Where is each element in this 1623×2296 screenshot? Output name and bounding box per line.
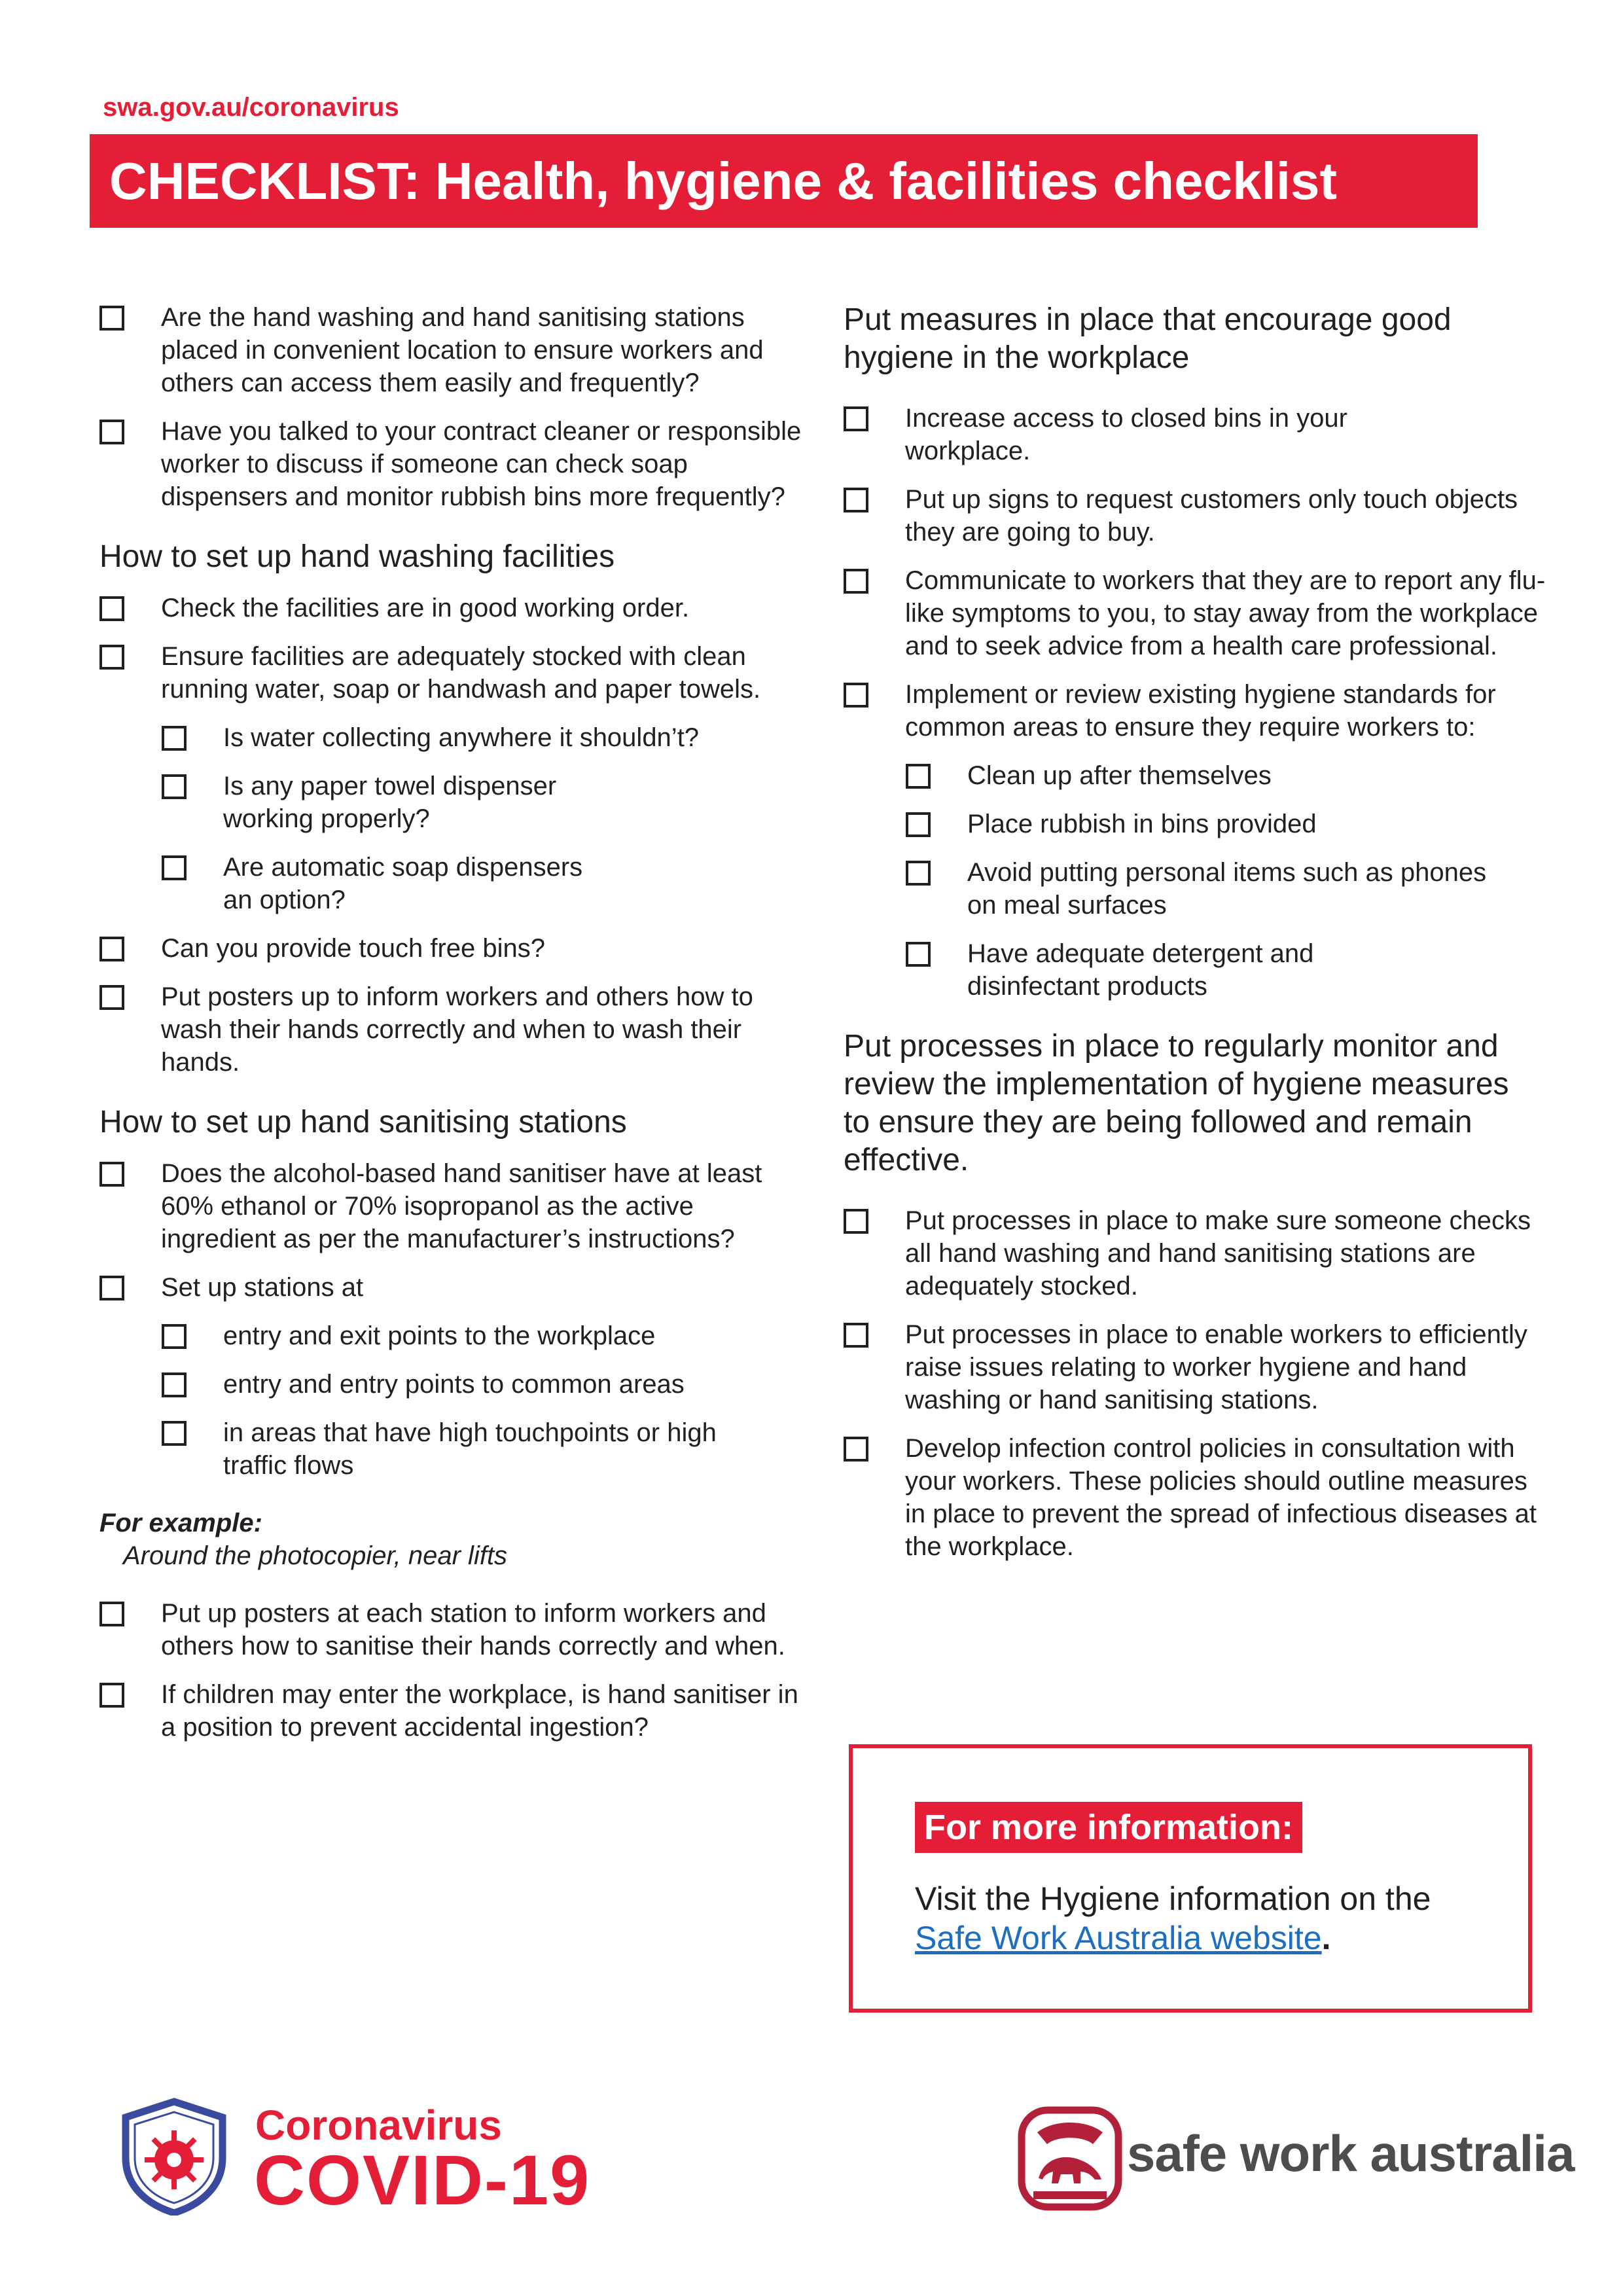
more-information-box: [849, 1744, 1532, 2013]
checklist-subitem: entry and entry points to common areas: [162, 1368, 806, 1401]
section-heading-hand-sanitising: How to set up hand sanitising stations: [99, 1105, 627, 1139]
checklist-subitem: Are automatic soap dispensers an option?: [162, 851, 590, 916]
safe-work-australia-link[interactable]: Safe Work Australia website: [915, 1920, 1322, 1956]
example-label: For example:: [99, 1509, 262, 1537]
safe-work-australia-logo: [1018, 2106, 1122, 2211]
checklist-item: Check the facilities are in good working order.: [99, 592, 806, 624]
checkbox[interactable]: [162, 1372, 187, 1397]
section-heading-hand-washing: How to set up hand washing facilities: [99, 539, 615, 574]
covid-shield-logo: [118, 2098, 230, 2215]
checklist-item: Develop infection control policies in consultation with your workers. These policies should outline measures in place to prevent the spread of infectious diseases at the workplace.: [844, 1432, 1547, 1563]
checkbox[interactable]: [99, 1683, 124, 1708]
section-heading-good-hygiene: Put measures in place that encourage good hygiene in the workplace: [844, 302, 1452, 375]
checkbox[interactable]: [844, 1323, 868, 1348]
checkbox[interactable]: [99, 1602, 124, 1626]
checkbox[interactable]: [844, 406, 868, 431]
checkbox[interactable]: [99, 306, 124, 331]
checkbox[interactable]: [844, 683, 868, 708]
checkbox[interactable]: [162, 1421, 187, 1446]
checkbox[interactable]: [99, 1276, 124, 1300]
checkbox[interactable]: [906, 861, 931, 886]
checklist-subitem: Avoid putting personal items such as phones on meal surfaces: [906, 856, 1504, 922]
checklist-item: If children may enter the workplace, is hand sanitiser in a position to prevent accidental ingestion?: [99, 1678, 806, 1744]
checkbox[interactable]: [844, 569, 868, 594]
checkbox[interactable]: [844, 1209, 868, 1234]
checklist-subitem: Place rubbish in bins provided: [906, 808, 1547, 840]
example-text: Around the photocopier, near lifts: [123, 1541, 508, 1570]
checkbox[interactable]: [844, 1437, 868, 1462]
checklist-subitem: Is any paper towel dispenser working properly?: [162, 770, 590, 835]
checkbox[interactable]: [99, 1162, 124, 1187]
info-title: For more information:: [915, 1802, 1302, 1853]
checklist-subitem: Is water collecting anywhere it shouldn’t?: [162, 721, 806, 754]
page-title: CHECKLIST: Health, hygiene & facilities checklist: [90, 134, 1478, 228]
checklist-item: Ensure facilities are adequately stocked with clean running water, soap or handwash and paper towels.: [99, 640, 806, 706]
checklist-subitem: Clean up after themselves: [906, 759, 1547, 792]
checklist-subitem: entry and exit points to the workplace: [162, 1319, 806, 1352]
right-column: [844, 301, 1547, 1563]
checklist-item: Implement or review existing hygiene standards for common areas to ensure they require workers to:: [844, 678, 1547, 744]
site-url[interactable]: swa.gov.au/coronavirus: [103, 93, 399, 122]
checklist-item: Put up posters at each station to inform workers and others how to sanitise their hands correctly and when.: [99, 1597, 806, 1662]
checkbox[interactable]: [162, 855, 187, 880]
checkbox[interactable]: [162, 774, 187, 799]
checklist-item: Put processes in place to make sure someone checks all hand washing and hand sanitising stations are adequately stocked.: [844, 1204, 1547, 1302]
checklist-item: Put posters up to inform workers and others how to wash their hands correctly and when to wash their hands.: [99, 980, 806, 1079]
info-text: Visit the Hygiene information on the Safe Work Australia website.: [915, 1880, 1431, 1956]
covid-19-label: COVID-19: [254, 2140, 591, 2219]
checkbox[interactable]: [906, 942, 931, 967]
checkbox[interactable]: [99, 937, 124, 961]
checklist-item: Communicate to workers that they are to report any flu-like symptoms to you, to stay away from the workplace and to seek advice from a health care professional.: [844, 564, 1547, 662]
checkbox[interactable]: [162, 1324, 187, 1349]
checklist-item: Have you talked to your contract cleaner or responsible worker to discuss if someone can check soap dispensers and monitor rubbish bins more frequently?: [99, 415, 806, 513]
checkbox[interactable]: [99, 985, 124, 1010]
checklist-item: Are the hand washing and hand sanitising stations placed in convenient location to ensure workers and others can access them easily and frequently?: [99, 301, 806, 399]
checklist-subitem: Have adequate detergent and disinfectant products: [906, 937, 1425, 1003]
section-heading-monitor: Put processes in place to regularly monitor and review the implementation of hygiene measures to ensure they are being followed and remain effective.: [844, 1029, 1509, 1177]
checklist-item: Put processes in place to enable workers to efficiently raise issues relating to worker hygiene and hand washing or hand sanitising stations.: [844, 1318, 1547, 1416]
safe-work-australia-wordmark: safe work australia: [1127, 2125, 1575, 2182]
checkbox[interactable]: [99, 596, 124, 621]
checklist-item: Set up stations at: [99, 1271, 806, 1304]
checkbox[interactable]: [906, 812, 931, 837]
coronavirus-label: Coronavirus: [255, 2102, 502, 2149]
checklist-item: Does the alcohol-based hand sanitiser have at least 60% ethanol or 70% isopropanol as the active ingredient as per the manufacturer’s instructions?: [99, 1157, 806, 1255]
checklist-item: Increase access to closed bins in your workplace.: [844, 402, 1363, 467]
checkbox[interactable]: [844, 488, 868, 512]
checklist-item: Can you provide touch free bins?: [99, 932, 806, 965]
checkbox[interactable]: [99, 420, 124, 444]
checkbox[interactable]: [99, 645, 124, 670]
checkbox[interactable]: [162, 726, 187, 751]
checklist-item: Put up signs to request customers only touch objects they are going to buy.: [844, 483, 1547, 548]
checkbox[interactable]: [906, 764, 931, 789]
left-column: [99, 301, 806, 1744]
checklist-subitem: in areas that have high touchpoints or high traffic flows: [162, 1416, 760, 1482]
